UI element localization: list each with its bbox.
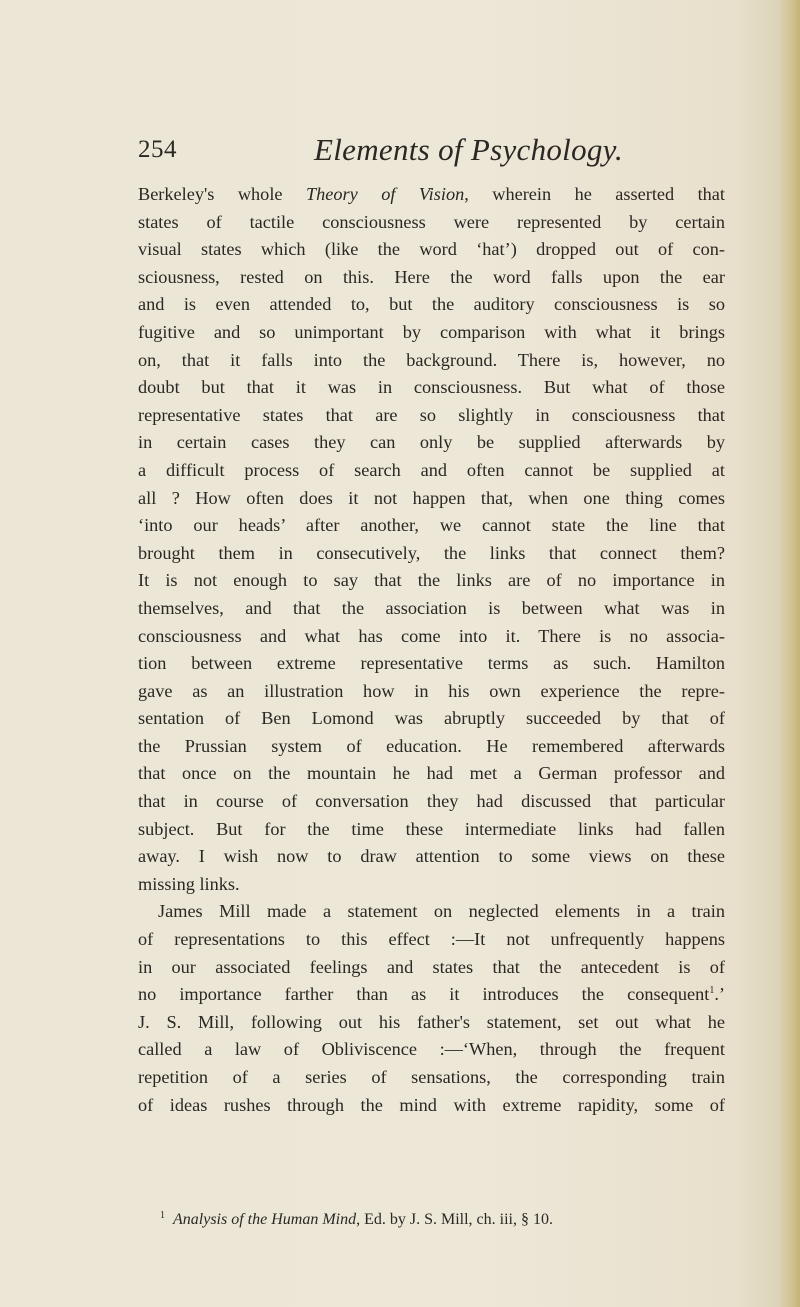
text-line: that in course of conversation they had discussed that particular — [138, 791, 725, 812]
book-title-italic: Theory of Vision — [305, 184, 465, 204]
text-line: sentation of Ben Lomond was abruptly succeeded by that of — [138, 708, 725, 729]
text-line: away. I wish now to draw attention to some views on these — [138, 846, 725, 867]
text-line: doubt but that it was in consciousness. But what of those — [138, 377, 725, 398]
footnote-text: , Ed. by J. S. Mill, ch. iii, § 10. — [356, 1211, 553, 1228]
text-line: of representations to this effect :—It not unfrequently happens — [138, 929, 725, 950]
body-text — [138, 181, 725, 1119]
text-line: subject. But for the time these intermediate links had fallen — [138, 818, 725, 839]
text-line: of ideas rushes through the mind with extreme rapidity, some of — [138, 1094, 725, 1115]
text-line: brought them in consecutively, the links that connect them? — [138, 542, 725, 563]
text-line: ‘into our heads’ after another, we cannot state the line that — [138, 515, 725, 536]
paragraph-start-line: James Mill made a statement on neglected elements in a train — [158, 901, 725, 922]
page-edge-shading — [778, 0, 800, 1307]
text-line: themselves, and that the association is between what was in — [138, 597, 725, 618]
text-line: on, that it falls into the background. There is, however, no — [138, 349, 725, 370]
text-line: It is not enough to say that the links are of no importance in — [138, 570, 725, 591]
text-line: tion between extreme representative terms as such. Hamilton — [138, 653, 725, 674]
text-line: gave as an illustration how in his own experience the repre- — [138, 680, 725, 701]
text-line: Berkeley's whole Theory of Vision, wherein he asserted that — [138, 184, 726, 204]
footnote — [160, 1205, 725, 1231]
text-line: in certain cases they can only be supplied afterwards by — [138, 432, 725, 453]
text-line: states of tactile consciousness were represented by certain — [138, 211, 725, 232]
running-header — [138, 132, 738, 172]
text-line: that once on the mountain he had met a German professor and — [138, 763, 725, 784]
text-line: a difficult process of search and often cannot be supplied at — [138, 459, 725, 480]
text-line: consciousness and what has come into it. There is no associa- — [138, 625, 725, 646]
page-number: 254 — [138, 136, 177, 163]
text-line: visual states which (like the word ‘hat’) dropped out of con- — [138, 239, 725, 260]
text-line: and is even attended to, but the auditory consciousness is so — [138, 294, 725, 315]
running-title: Elements of Psychology. — [314, 132, 624, 167]
footnote-mark: 1 — [160, 1210, 165, 1221]
text-line: J. S. Mill, following out his father's statement, set out what he — [138, 1011, 725, 1032]
footnote-reference: 1 — [709, 985, 715, 997]
text-line: called a law of Obliviscence :—‘When, through the frequent — [138, 1039, 725, 1060]
text-line: fugitive and so unimportant by comparison with what it brings — [138, 321, 725, 342]
text-line: repetition of a series of sensations, the corresponding train — [138, 1067, 725, 1087]
text-line: no importance farther than as it introduces the consequent$^1$.’ — [138, 984, 725, 1005]
text-line: in our associated feelings and states that the antecedent is of — [138, 956, 725, 977]
text-line: representative states that are so slightly in consciousness that — [138, 404, 725, 425]
text-line: all ? How often does it not happen that, when one thing comes — [138, 487, 725, 508]
footnote-book-title: Analysis of the Human Mind — [173, 1211, 357, 1228]
text-line: sciousness, rested on this. Here the word falls upon the ear — [138, 266, 725, 287]
paragraph-end-line: missing links. — [138, 873, 240, 894]
text-line: the Prussian system of education. He remembered afterwards — [138, 735, 725, 756]
